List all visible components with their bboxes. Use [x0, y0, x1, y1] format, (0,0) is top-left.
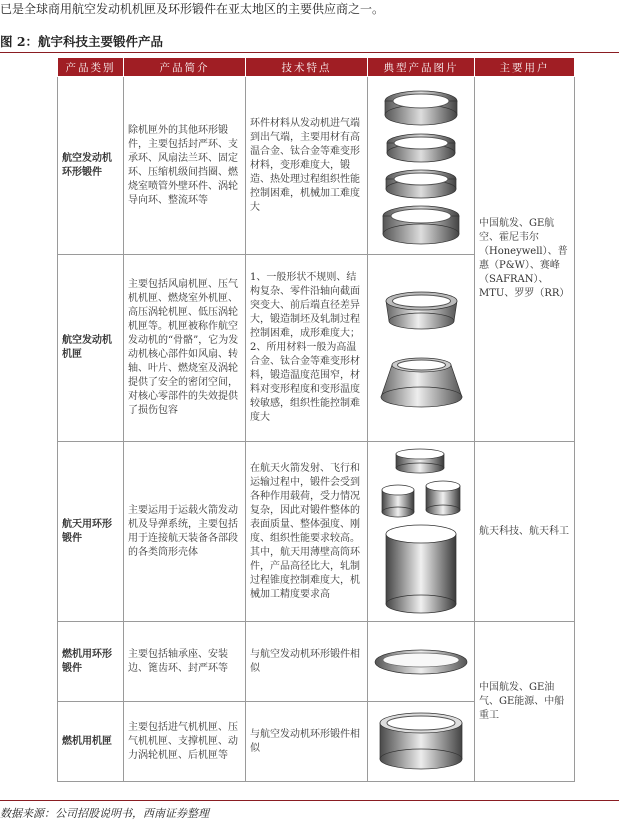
users-gas-cell: 中国航发、GE油气、GE能源、中船重工	[475, 622, 575, 782]
intro-cell: 主要包括风扇机匣、压气机机匣、燃烧室外机匣、高压涡轮机匣、低压涡轮机匣等。机匣被称作航空发动机的“骨骼”，它为发动机核心部件如风扇、转轴、叶片、燃烧室及涡轮提供了安全的密闭空间，对核心零部件的失效提供了损伤包容	[124, 255, 246, 442]
tech-cell: 与航空发动机环形锻件相似	[246, 622, 368, 702]
tech-cell: 环件材料从发动机进气端到出气端，主要用材有高温合金、钛合金等难变形材料，变形难度大，锻造、热处理过程组织性能控制困难，机械加工难度大	[246, 77, 368, 255]
intro-cell: 主要包括进气机机匣、压气机机匣、支撑机匣、动力涡轮机匣、后机匣等	[124, 702, 246, 782]
tech-cell: 在航天火箭发射、飞行和运输过程中，锻件会受到各种作用载荷，受力情况复杂，因此对锻件整体的表面质量、整体强度、刚度、组织性能要求较高。其中，航天用薄壁高筒环件，产品高径比大，轧制过程锥度控制难度大，机械加工精度要求高	[246, 442, 368, 622]
product-image	[368, 442, 475, 622]
table-row	[58, 77, 575, 255]
table-row	[58, 442, 575, 622]
stacked-rings-image	[376, 81, 466, 251]
space-rings-image	[374, 446, 469, 618]
header-intro: 产品简介	[124, 58, 246, 77]
tech-cell: 1、一般形状不规则、结构复杂、零件沿轴向截面突变大、前后端直径差异大，锻造制坯及轧制过程控制困难，成形难度大；2、所用材料一般为高温合金、钛合金等难变形材料，锻造温度范围窄，材料对变形程度和变形温度较敏感，组织性能控制难度大	[246, 255, 368, 442]
header-users: 主要用户	[475, 58, 575, 77]
table-row	[58, 622, 575, 702]
intro-text: 已是全球商用航空发动机机匣及环形锻件在亚太地区的主要供应商之一。	[0, 2, 385, 16]
category-cell: 燃机用机匣	[58, 702, 124, 782]
category-cell: 航空发动机环形锻件	[58, 77, 124, 255]
intro-cell: 主要包括轴承座、安装边、篦齿环、封严环等	[124, 622, 246, 702]
figure-title: 图 2：航宇科技主要锻件产品	[0, 34, 164, 49]
product-image	[368, 622, 475, 702]
casing-image	[374, 273, 469, 423]
intro-cell: 除机匣外的其他环形锻件，主要包括封严环、支承环、风扇法兰环、固定环、压缩机级间挡圈、燃烧室喷管外壁环件、涡轮导向环、整流环等	[124, 77, 246, 255]
product-image	[368, 702, 475, 782]
header-tech: 技术特点	[246, 58, 368, 77]
title-rule	[0, 52, 619, 53]
header-image: 典型产品图片	[368, 58, 475, 77]
header-category: 产品类别	[58, 58, 124, 77]
product-image	[368, 77, 475, 255]
gas-casing-image	[372, 709, 470, 775]
users-space-cell: 航天科技、航天科工	[475, 442, 575, 622]
category-cell: 航天用环形锻件	[58, 442, 124, 622]
tech-cell: 与航空发动机环形锻件相似	[246, 702, 368, 782]
flat-ring-image	[372, 642, 470, 682]
category-cell: 燃机用环形锻件	[58, 622, 124, 702]
intro-cell: 主要运用于运载火箭发动机及导弹系统，主要包括用于连接航天装备各部段的各类筒形壳体	[124, 442, 246, 622]
users-aero-cell: 中国航发、GE航空、霍尼韦尔（Honeywell）、普惠（P&W）、赛峰（SAFRAN）、MTU、罗罗（RR）	[475, 77, 575, 442]
product-image	[368, 255, 475, 442]
source-note: 数据来源：公司招股说明书，西南证券整理	[0, 807, 209, 820]
footer-rule	[0, 800, 619, 801]
table-header-row	[58, 58, 575, 77]
product-table	[57, 57, 575, 782]
category-cell: 航空发动机机匣	[58, 255, 124, 442]
